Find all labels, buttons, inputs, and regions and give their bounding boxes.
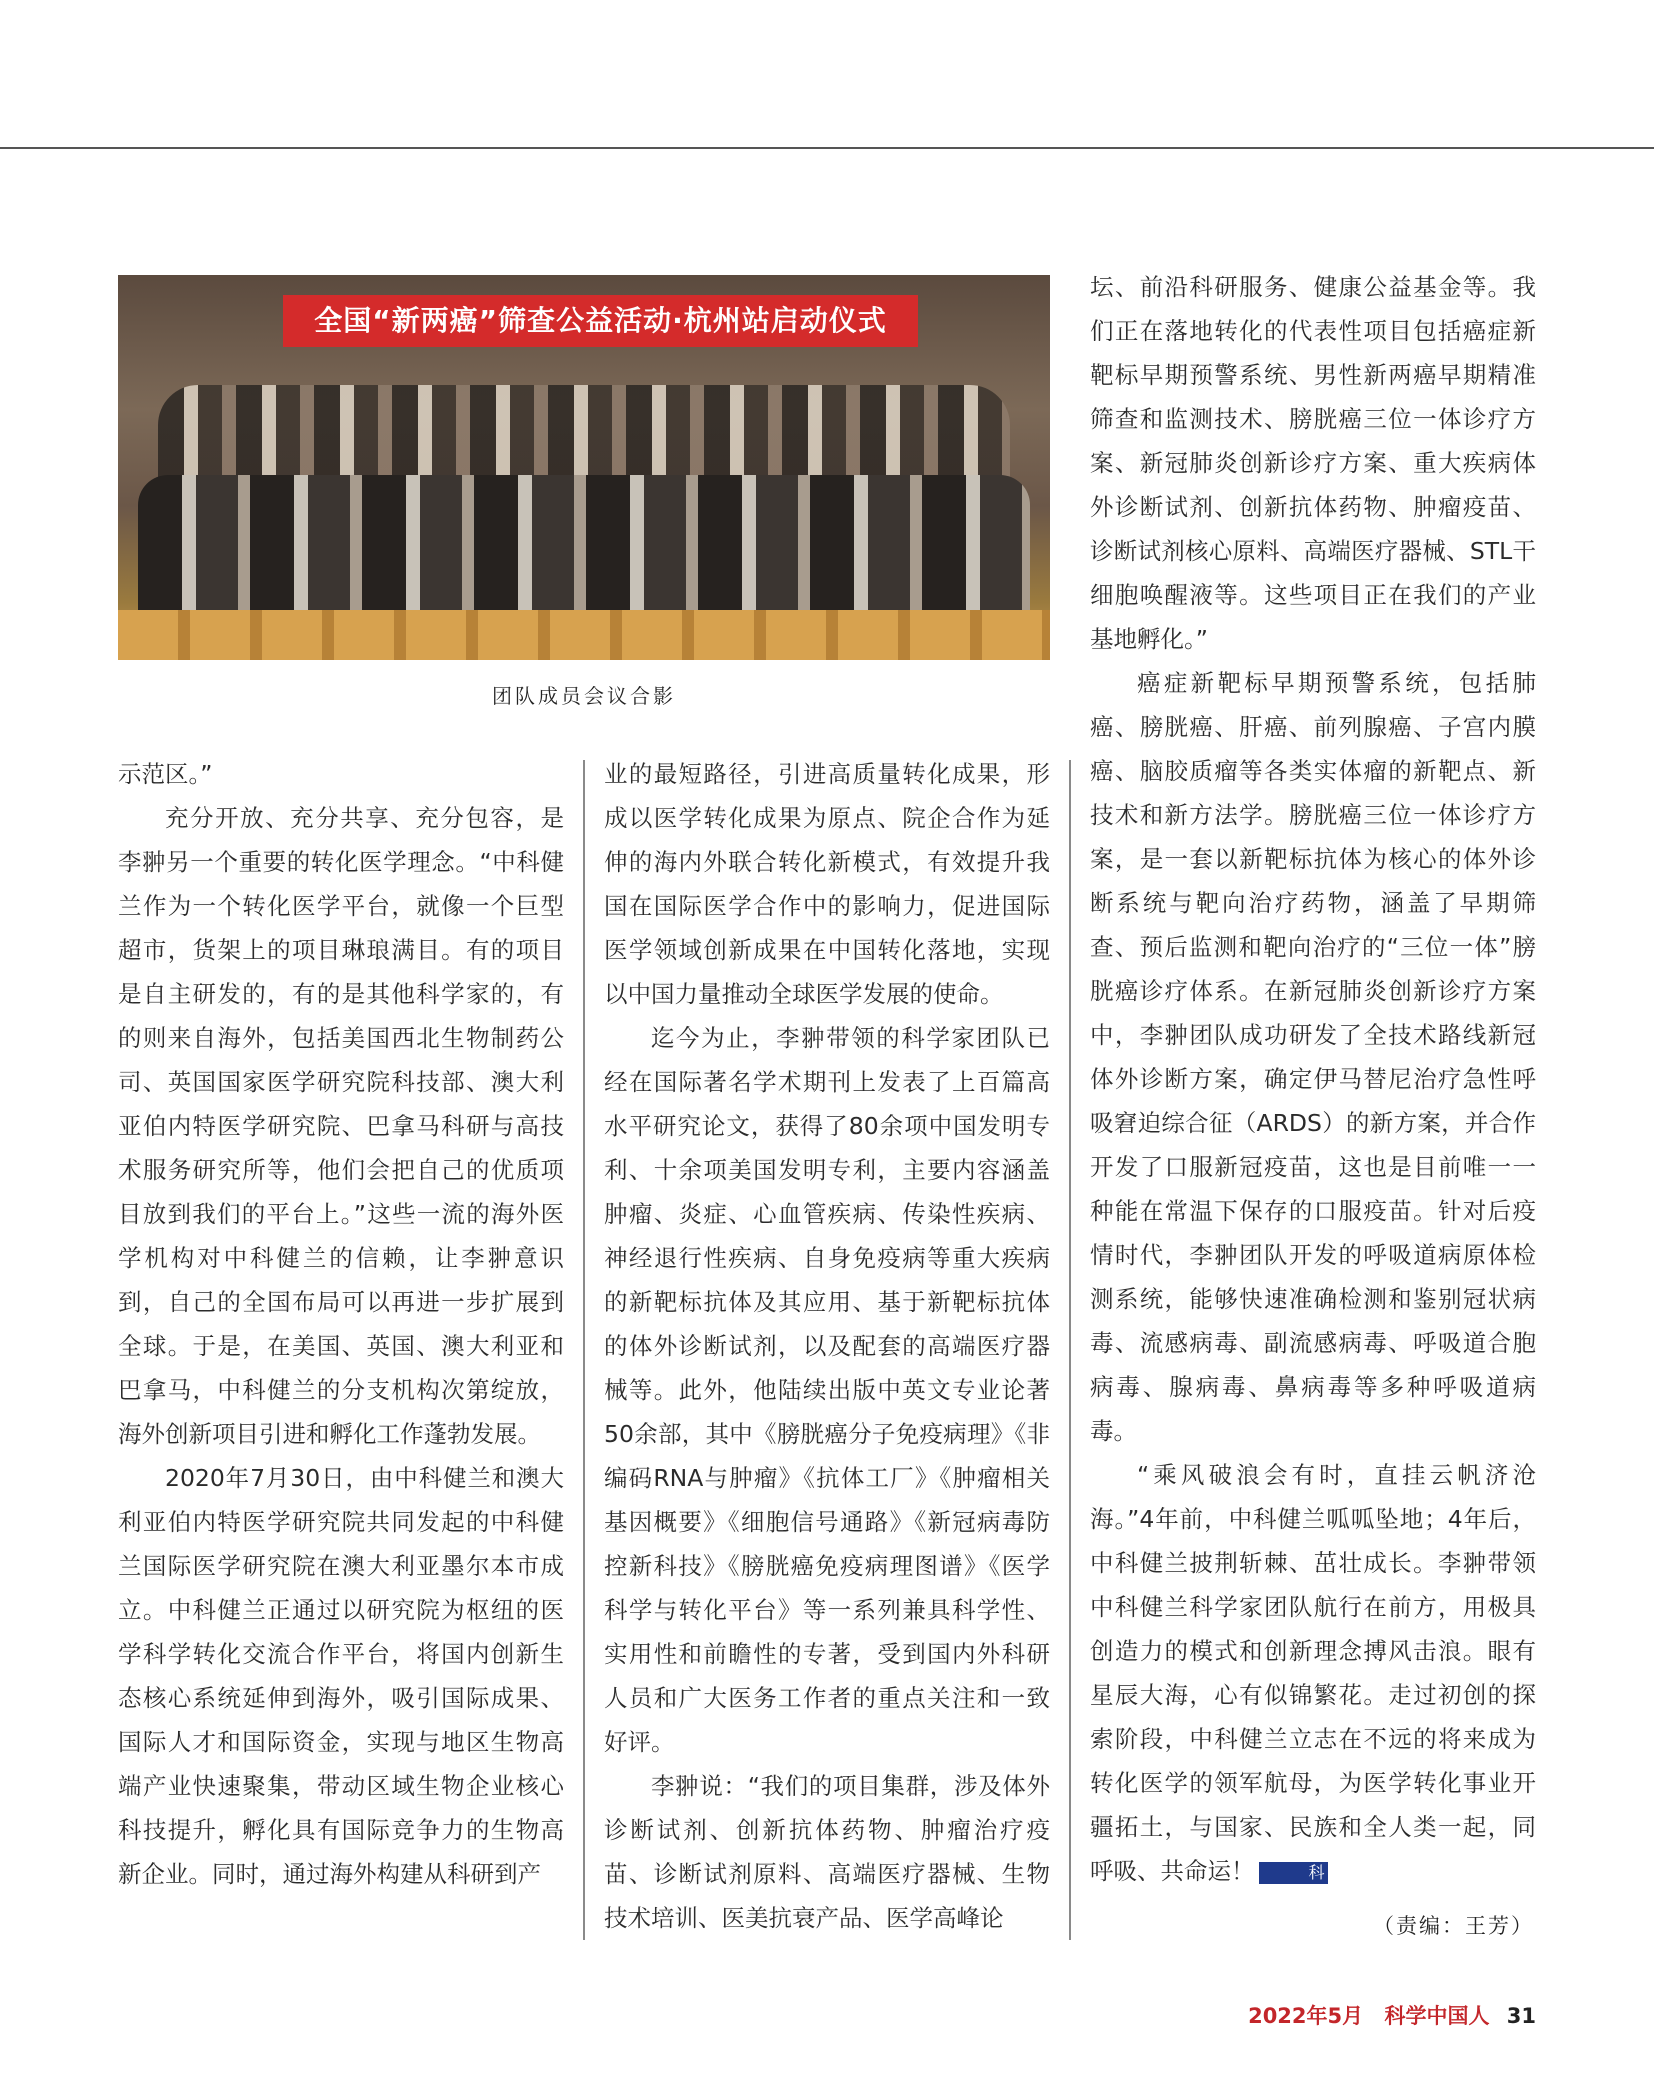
paragraph <box>1090 1453 1536 1893</box>
column-divider <box>1069 760 1071 1940</box>
paragraph: 坛、前沿科研服务、健康公益基金等。我们正在落地转化的代表性项目包括癌症新靶标早期预警系统、男性新两癌早期精准筛查和监测技术、膀胱癌三位一体诊疗方案、新冠肺炎创新诊疗方案、重大疾病体外诊断试剂、创新抗体药物、肿瘤疫苗、诊断试剂核心原料、高端医疗器械、STL干细胞唤醒液等。这些项目正在我们的产业基地孵化。” <box>1090 273 1536 653</box>
paragraph: 示范区。” <box>118 760 213 788</box>
text-column-1 <box>118 752 564 1896</box>
column-divider <box>583 760 585 1940</box>
editor-note: （责编：王芳） <box>1373 1914 1534 1938</box>
photo-caption: 团队成员会议合影 <box>492 684 676 708</box>
paragraph: 业的最短路径，引进高质量转化成果，形成以医学转化成果为原点、院企合作为延伸的海内外联合转化新模式，有效提升我国在国际医学合作中的影响力，促进国际医学领域创新成果在中国转化落地，实现以中国力量推动全球医学发展的使命。 <box>604 760 1050 1008</box>
photo-banner: 全国“新两癌”筛查公益活动·杭州站启动仪式 <box>283 295 918 347</box>
text-column-2 <box>604 752 1050 1940</box>
paragraph: 癌症新靶标早期预警系统，包括肺癌、膀胱癌、肝癌、前列腺癌、子宫内膜癌、脑胶质瘤等各类实体瘤的新靶点、新技术和新方法学。膀胱癌三位一体诊疗方案，是一套以新靶标抗体为核心的体外诊断系统与靶向治疗药物，涵盖了早期筛查、预后监测和靶向治疗的“三位一体”膀胱癌诊疗体系。在新冠肺炎创新诊疗方案中，李翀团队成功研发了全技术路线新冠体外诊断方案，确定伊马替尼治疗急性呼吸窘迫综合征（ARDS）的新方案，并合作开发了口服新冠疫苗，这也是目前唯一一种能在常温下保存的口服疫苗。针对后疫情时代，李翀团队开发的呼吸道病原体检测系统，能够快速准确检测和鉴别冠状病毒、流感病毒、副流感病毒、呼吸道合胞病毒、腺病毒、鼻病毒等多种呼吸道病毒。 <box>1090 669 1536 1445</box>
end-mark-icon: 科 <box>1259 1862 1328 1884</box>
paragraph: 充分开放、充分共享、充分包容，是李翀另一个重要的转化医学理念。“中科健兰作为一个转化医学平台，就像一个巨型超市，货架上的项目琳琅满目。有的项目是自主研发的，有的是其他科学家的，有的则来自海外，包括美国西北生物制药公司、英国国家医学研究院科技部、澳大利亚伯内特医学研究院、巴拿马科研与高技术服务研究所等，他们会把自己的优质项目放到我们的平台上。”这些一流的海外医学机构对中科健兰的信赖，让李翀意识到，自己的全国布局可以再进一步扩展到全球。于是，在美国、英国、澳大利亚和巴拿马，中科健兰的分支机构次第绽放，海外创新项目引进和孵化工作蓬勃发展。 <box>118 804 564 1448</box>
photo-chairs <box>118 610 1050 660</box>
text-column-3 <box>1090 265 1536 1893</box>
paragraph: 2020年7月30日，由中科健兰和澳大利亚伯内特医学研究院共同发起的中科健兰国际医学研究院在澳大利亚墨尔本市成立。中科健兰正通过以研究院为枢纽的医学科学转化交流合作平台，将国内创新生态核心系统延伸到海外，吸引国际成果、国际人才和国际资金，实现与地区生物高端产业快速聚集，带动区域生物企业核心科技提升，孵化具有国际竞争力的生物高新企业。同时，通过海外构建从科研到产 <box>118 1464 564 1888</box>
photo-crowd-front-row <box>138 475 1030 615</box>
paragraph: 李翀说：“我们的项目集群，涉及体外诊断试剂、创新抗体药物、肿瘤治疗疫苗、诊断试剂原料、高端医疗器械、生物技术培训、医美抗衰产品、医学高峰论 <box>604 1772 1050 1932</box>
issue-date: 2022年5月 <box>1248 2004 1364 2028</box>
page-number: 31 <box>1506 2004 1536 2028</box>
group-photo <box>118 275 1050 660</box>
page-footer <box>1248 2000 1536 2030</box>
paragraph: 迄今为止，李翀带领的科学家团队已经在国际著名学术期刊上发表了上百篇高水平研究论文，获得了80余项中国发明专利、十余项美国发明专利，主要内容涵盖肿瘤、炎症、心血管疾病、传染性疾病、神经退行性疾病、自身免疫病等重大疾病的新靶标抗体及其应用、基于新靶标抗体的体外诊断试剂，以及配套的高端医疗器械等。此外，他陆续出版中英文专业论著50余部，其中《膀胱癌分子免疫病理》《非编码RNA与肿瘤》《抗体工厂》《肿瘤相关基因概要》《细胞信号通路》《新冠病毒防控新科技》《膀胱癌免疫病理图谱》《医学科学与转化平台》等一系列兼具科学性、实用性和前瞻性的专著，受到国内外科研人员和广大医务工作者的重点关注和一致好评。 <box>604 1024 1050 1756</box>
magazine-name: 科学中国人 <box>1384 2004 1490 2028</box>
paragraph-text: “乘风破浪会有时，直挂云帆济沧海。”4年前，中科健兰呱呱坠地；4年后，中科健兰披荆斩棘、茁壮成长。李翀带领中科健兰科学家团队航行在前方，用极具创造力的模式和创新理念搏风击浪。眼有星辰大海，心有似锦繁花。走过初创的探索阶段，中科健兰立志在不远的将来成为转化医学的领军航母，为医学转化事业开疆拓土，与国家、民族和全人类一起，同呼吸、共命运！ <box>1090 1461 1536 1885</box>
header-rule <box>0 147 1654 149</box>
